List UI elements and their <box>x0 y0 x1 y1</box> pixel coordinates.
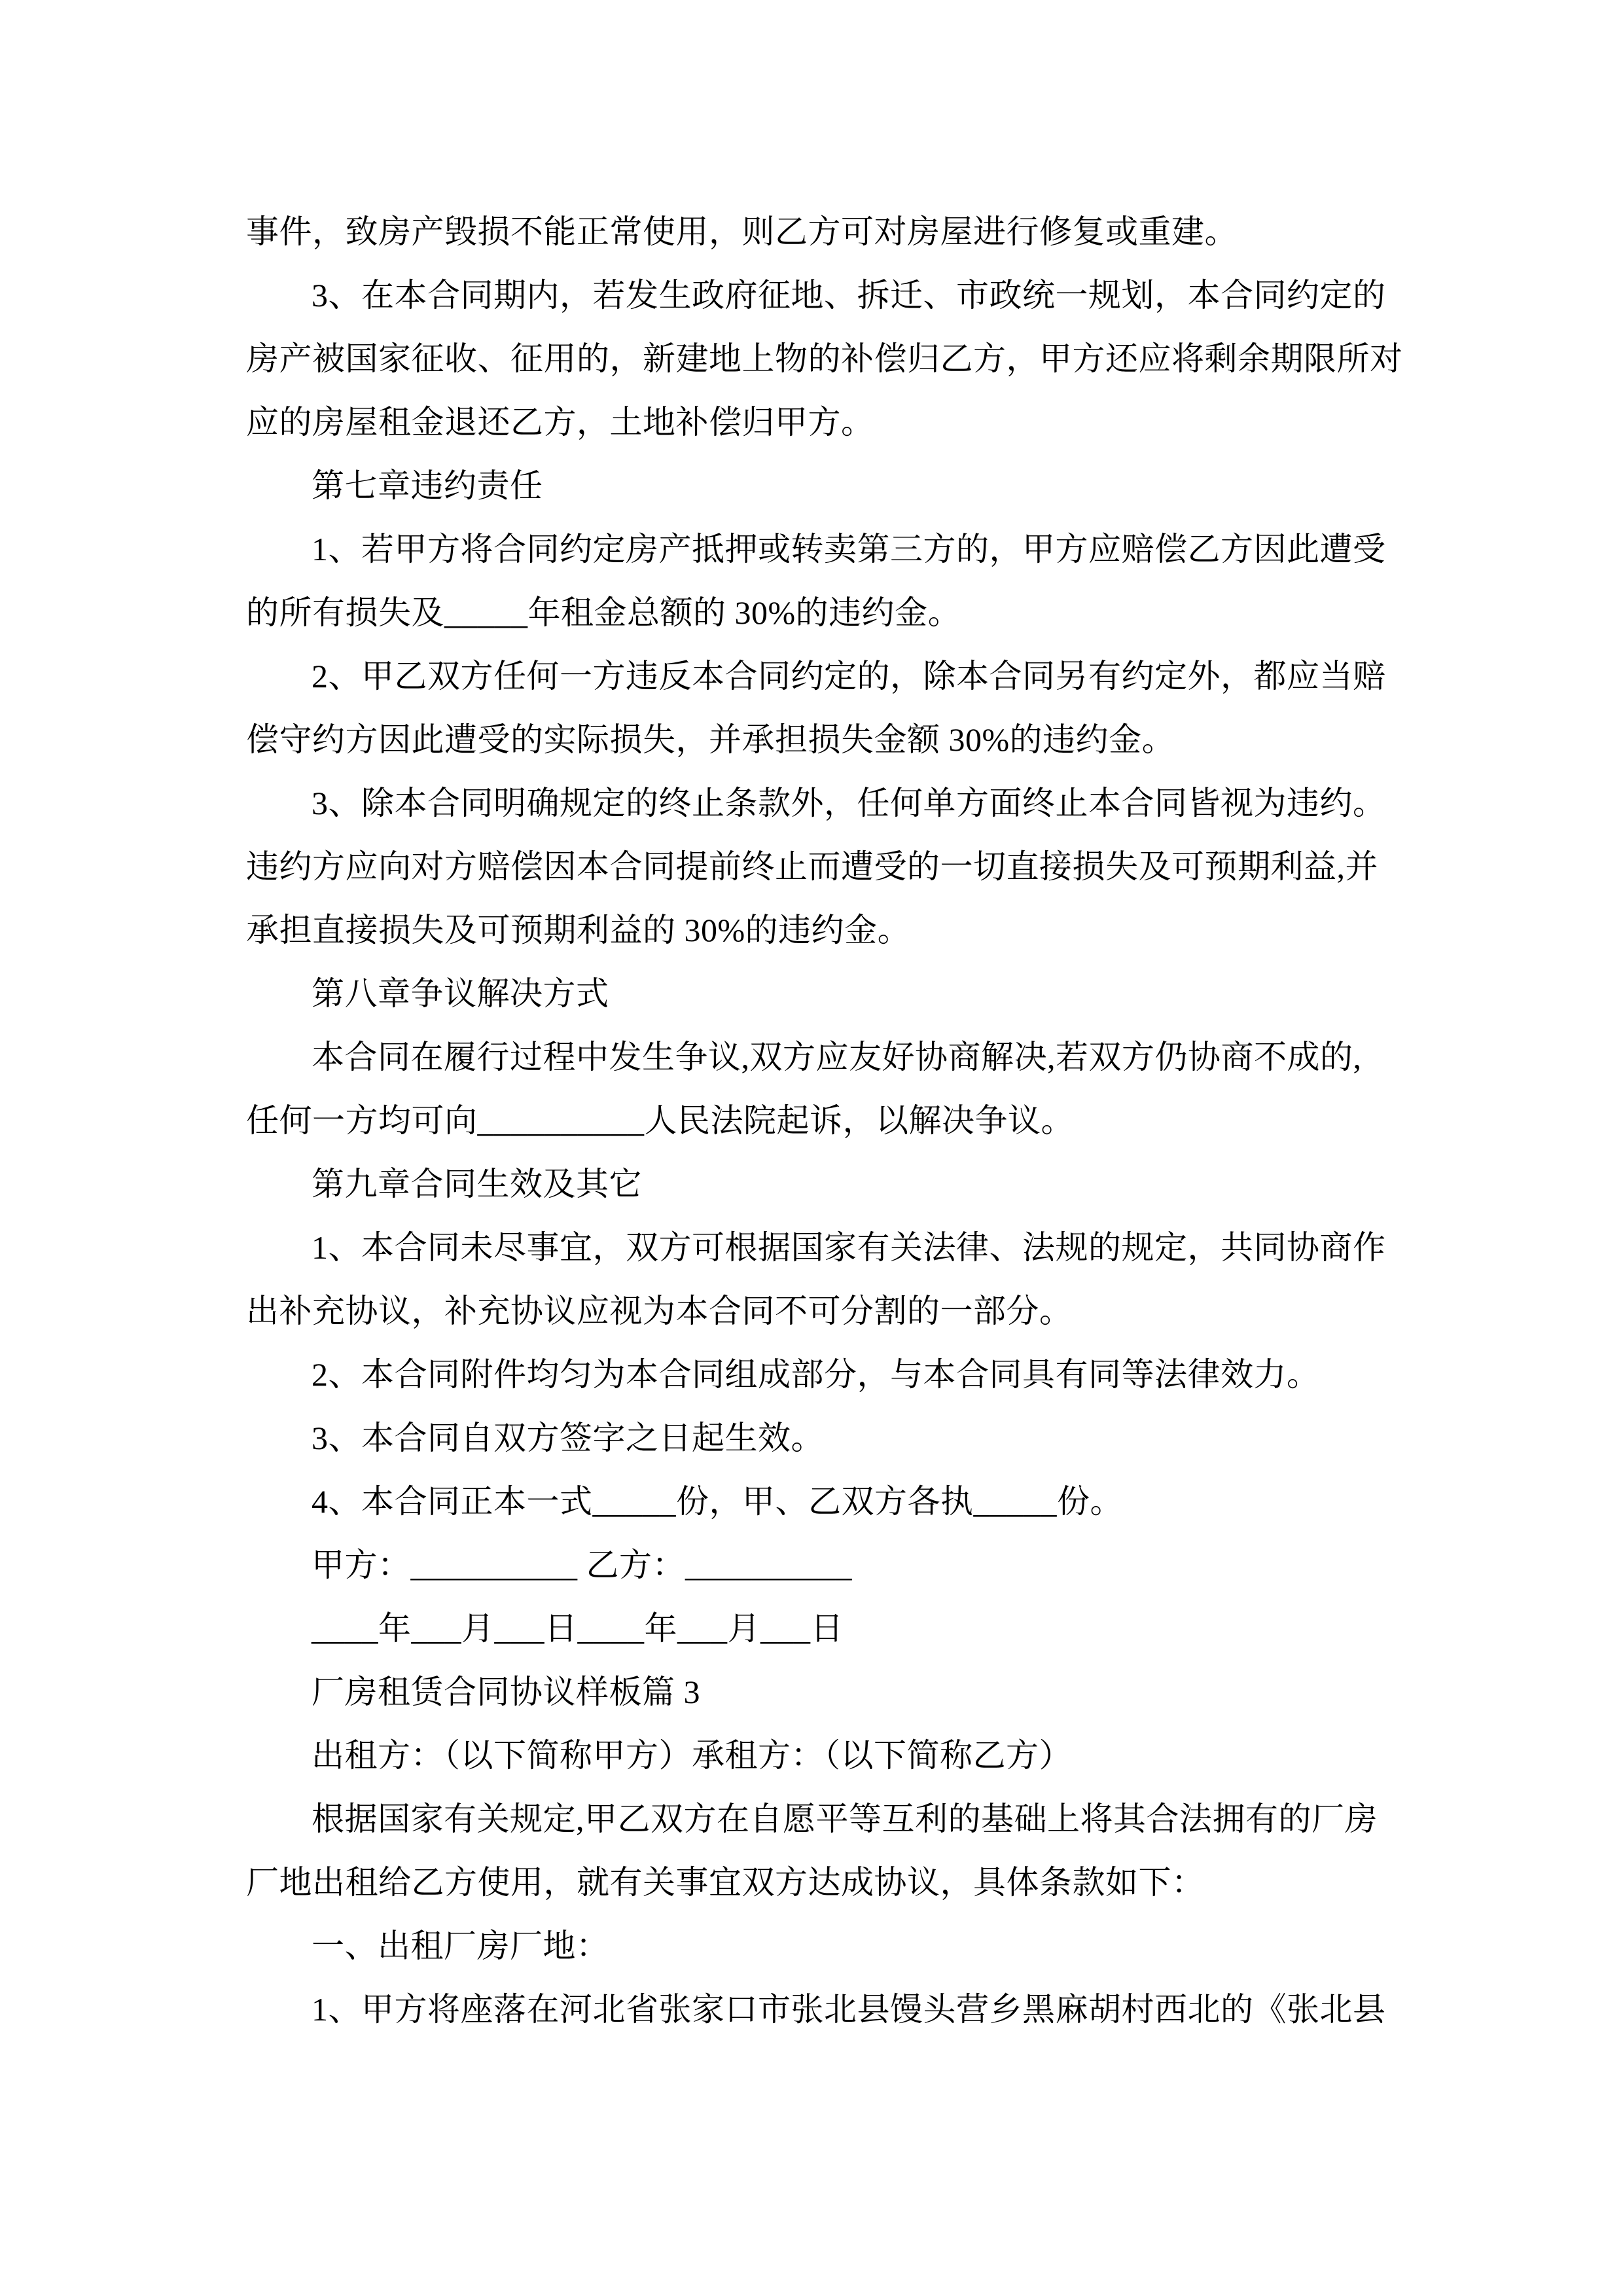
paragraph-line-20: 3、本合同自双方签字之日起生效。 <box>312 1420 824 1456</box>
paragraph-line-3: 房产被国家征收、征用的，新建地上物的补偿归乙方，甲方还应将剩余期限所对 <box>246 340 1403 377</box>
paragraph-line-24: 厂房租赁合同协议样板篇 3 <box>312 1674 700 1710</box>
paragraph-line-25: 出租方：（以下简称甲方）承租方：（以下简称乙方） <box>312 1737 1072 1774</box>
paragraph-line-26: 根据国家有关规定,甲乙双方在自愿平等互利的基础上将其合法拥有的厂房 <box>312 1801 1378 1837</box>
paragraph-line-11: 违约方应向对方赔偿因本合同提前终止而遭受的一切直接损失及可预期利益,并 <box>246 848 1378 885</box>
paragraph-line-19: 2、本合同附件均匀为本合同组成部分，与本合同具有同等法律效力。 <box>312 1356 1320 1393</box>
paragraph-line-14: 本合同在履行过程中发生争议,双方应友好协商解决,若双方仍协商不成的, <box>312 1039 1362 1075</box>
paragraph-line-16: 第九章合同生效及其它 <box>312 1166 642 1202</box>
paragraph-line-27: 厂地出租给乙方使用，就有关事宜双方达成协议，具体条款如下： <box>246 1864 1205 1901</box>
paragraph-line-21: 4、本合同正本一式_____份，甲、乙双方各执_____份。 <box>312 1483 1123 1520</box>
paragraph-line-10: 3、除本合同明确规定的终止条款外，任何单方面终止本合同皆视为违约。 <box>312 785 1386 821</box>
paragraph-line-9: 偿守约方因此遭受的实际损失，并承担损失金额 30%的违约金。 <box>246 721 1175 758</box>
paragraph-line-23: ____年___月___日____年___月___日 <box>312 1610 844 1647</box>
paragraph-line-17: 1、本合同未尽事宜，双方可根据国家有关法律、法规的规定，共同协商作 <box>312 1229 1386 1266</box>
paragraph-line-6: 1、若甲方将合同约定房产抵押或转卖第三方的，甲方应赔偿乙方因此遭受 <box>312 531 1386 567</box>
paragraph-line-12: 承担直接损失及可预期利益的 30%的违约金。 <box>246 912 911 948</box>
paragraph-line-22: 甲方：__________ 乙方：__________ <box>312 1547 852 1583</box>
paragraph-line-2: 3、在本合同期内，若发生政府征地、拆迁、市政统一规划，本合同约定的 <box>312 277 1386 314</box>
paragraph-line-1: 事件，致房产毁损不能正常使用，则乙方可对房屋进行修复或重建。 <box>246 213 1238 250</box>
paragraph-line-18: 出补充协议，补充协议应视为本合同不可分割的一部分。 <box>246 1293 1073 1329</box>
paragraph-line-5: 第七章违约责任 <box>312 467 543 504</box>
paragraph-line-13: 第八章争议解决方式 <box>312 975 609 1012</box>
paragraph-line-29: 1、甲方将座落在河北省张家口市张北县馒头营乡黑麻胡村西北的《张北县 <box>312 1991 1386 2028</box>
paragraph-line-7: 的所有损失及_____年租金总额的 30%的违约金。 <box>246 594 961 631</box>
paragraph-line-8: 2、甲乙双方任何一方违反本合同约定的，除本合同另有约定外，都应当赔 <box>312 658 1386 694</box>
paragraph-line-4: 应的房屋租金退还乙方，土地补偿归甲方。 <box>246 404 874 440</box>
paragraph-line-15: 任何一方均可向__________人民法院起诉，以解决争议。 <box>246 1102 1074 1139</box>
paragraph-line-28: 一、出租厂房厂地： <box>312 1928 609 1964</box>
